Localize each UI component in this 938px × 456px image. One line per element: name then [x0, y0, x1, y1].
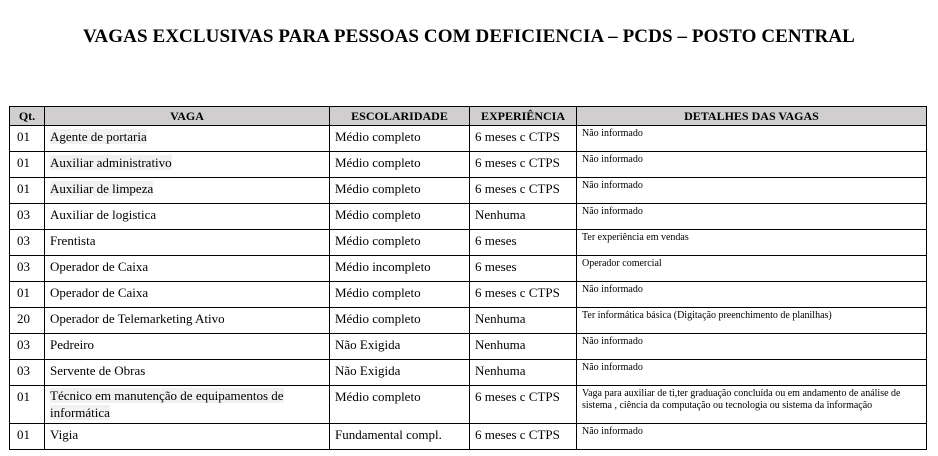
cell-qt: 01 — [10, 152, 45, 178]
cell-experiencia: 6 meses — [470, 230, 577, 256]
header-detalhes: DETALHES DAS VAGAS — [577, 107, 927, 126]
cell-vaga: Vigia — [45, 424, 330, 450]
table-row — [10, 256, 927, 282]
cell-escolaridade: Médio completo — [330, 152, 470, 178]
table-row — [10, 424, 927, 450]
cell-vaga-text: Técnico em manutenção de equipamentos de informática — [50, 388, 284, 420]
cell-vaga — [45, 152, 330, 178]
cell-vaga — [45, 386, 330, 424]
page-title: VAGAS EXCLUSIVAS PARA PESSOAS COM DEFICIENCIA – PCDS – POSTO CENTRAL — [83, 26, 855, 47]
cell-detalhes: Não informado — [577, 282, 927, 308]
cell-vaga: Operador de Caixa — [45, 282, 330, 308]
cell-detalhes: Não informado — [577, 204, 927, 230]
table-row — [10, 230, 927, 256]
cell-vaga — [45, 178, 330, 204]
cell-qt: 01 — [10, 282, 45, 308]
cell-vaga-text: Agente de portaria — [50, 129, 147, 144]
cell-vaga: Frentista — [45, 230, 330, 256]
cell-experiencia: Nenhuma — [470, 308, 577, 334]
cell-detalhes: Não informado — [577, 424, 927, 450]
table-row — [10, 308, 927, 334]
vagas-table — [9, 106, 927, 450]
cell-vaga: Operador de Telemarketing Ativo — [45, 308, 330, 334]
table-header-row — [10, 107, 927, 126]
table-row — [10, 178, 927, 204]
cell-qt: 01 — [10, 386, 45, 424]
cell-qt: 20 — [10, 308, 45, 334]
table-row — [10, 334, 927, 360]
header-qt: Qt. — [10, 107, 45, 126]
table-row — [10, 152, 927, 178]
cell-experiencia: Nenhuma — [470, 334, 577, 360]
cell-detalhes: Não informado — [577, 360, 927, 386]
table-row — [10, 282, 927, 308]
table-row — [10, 126, 927, 152]
cell-vaga: Auxiliar de logistica — [45, 204, 330, 230]
cell-escolaridade: Médio completo — [330, 230, 470, 256]
cell-detalhes: Operador comercial — [577, 256, 927, 282]
cell-qt: 01 — [10, 424, 45, 450]
cell-qt: 03 — [10, 334, 45, 360]
cell-vaga: Servente de Obras — [45, 360, 330, 386]
cell-escolaridade: Não Exigida — [330, 334, 470, 360]
cell-qt: 01 — [10, 178, 45, 204]
cell-experiencia: 6 meses c CTPS — [470, 424, 577, 450]
cell-qt: 03 — [10, 360, 45, 386]
cell-experiencia: Nenhuma — [470, 360, 577, 386]
cell-escolaridade: Médio completo — [330, 126, 470, 152]
cell-experiencia: 6 meses c CTPS — [470, 152, 577, 178]
cell-detalhes: Não informado — [577, 334, 927, 360]
cell-detalhes: Vaga para auxiliar de ti,ter graduação concluída ou em andamento de análise de sistema , ciência da computação ou tecnologia ou sistema da informação — [577, 386, 927, 424]
cell-escolaridade: Médio completo — [330, 308, 470, 334]
cell-escolaridade: Não Exigida — [330, 360, 470, 386]
cell-qt: 03 — [10, 256, 45, 282]
cell-experiencia: 6 meses c CTPS — [470, 178, 577, 204]
cell-detalhes: Não informado — [577, 126, 927, 152]
table-row — [10, 386, 927, 424]
cell-vaga-text: Auxiliar de limpeza — [50, 181, 154, 196]
cell-escolaridade: Médio incompleto — [330, 256, 470, 282]
cell-escolaridade: Médio completo — [330, 386, 470, 424]
cell-detalhes: Não informado — [577, 178, 927, 204]
table-row — [10, 360, 927, 386]
cell-experiencia: 6 meses c CTPS — [470, 126, 577, 152]
header-experiencia: EXPERIÊNCIA — [470, 107, 577, 126]
cell-escolaridade: Médio completo — [330, 204, 470, 230]
cell-vaga: Operador de Caixa — [45, 256, 330, 282]
cell-escolaridade: Fundamental compl. — [330, 424, 470, 450]
cell-escolaridade: Médio completo — [330, 178, 470, 204]
cell-qt: 03 — [10, 204, 45, 230]
cell-qt: 03 — [10, 230, 45, 256]
cell-escolaridade: Médio completo — [330, 282, 470, 308]
cell-vaga: Pedreiro — [45, 334, 330, 360]
cell-detalhes: Ter informática básica (Digitação preenchimento de planilhas) — [577, 308, 927, 334]
cell-experiencia: 6 meses — [470, 256, 577, 282]
cell-detalhes: Não informado — [577, 152, 927, 178]
header-vaga: VAGA — [45, 107, 330, 126]
cell-experiencia: 6 meses c CTPS — [470, 282, 577, 308]
header-escolaridade: ESCOLARIDADE — [330, 107, 470, 126]
cell-vaga-text: Auxiliar administrativo — [50, 155, 172, 170]
cell-qt: 01 — [10, 126, 45, 152]
cell-experiencia: Nenhuma — [470, 204, 577, 230]
cell-detalhes: Ter experiência em vendas — [577, 230, 927, 256]
cell-vaga — [45, 126, 330, 152]
table-row — [10, 204, 927, 230]
cell-experiencia: 6 meses c CTPS — [470, 386, 577, 424]
